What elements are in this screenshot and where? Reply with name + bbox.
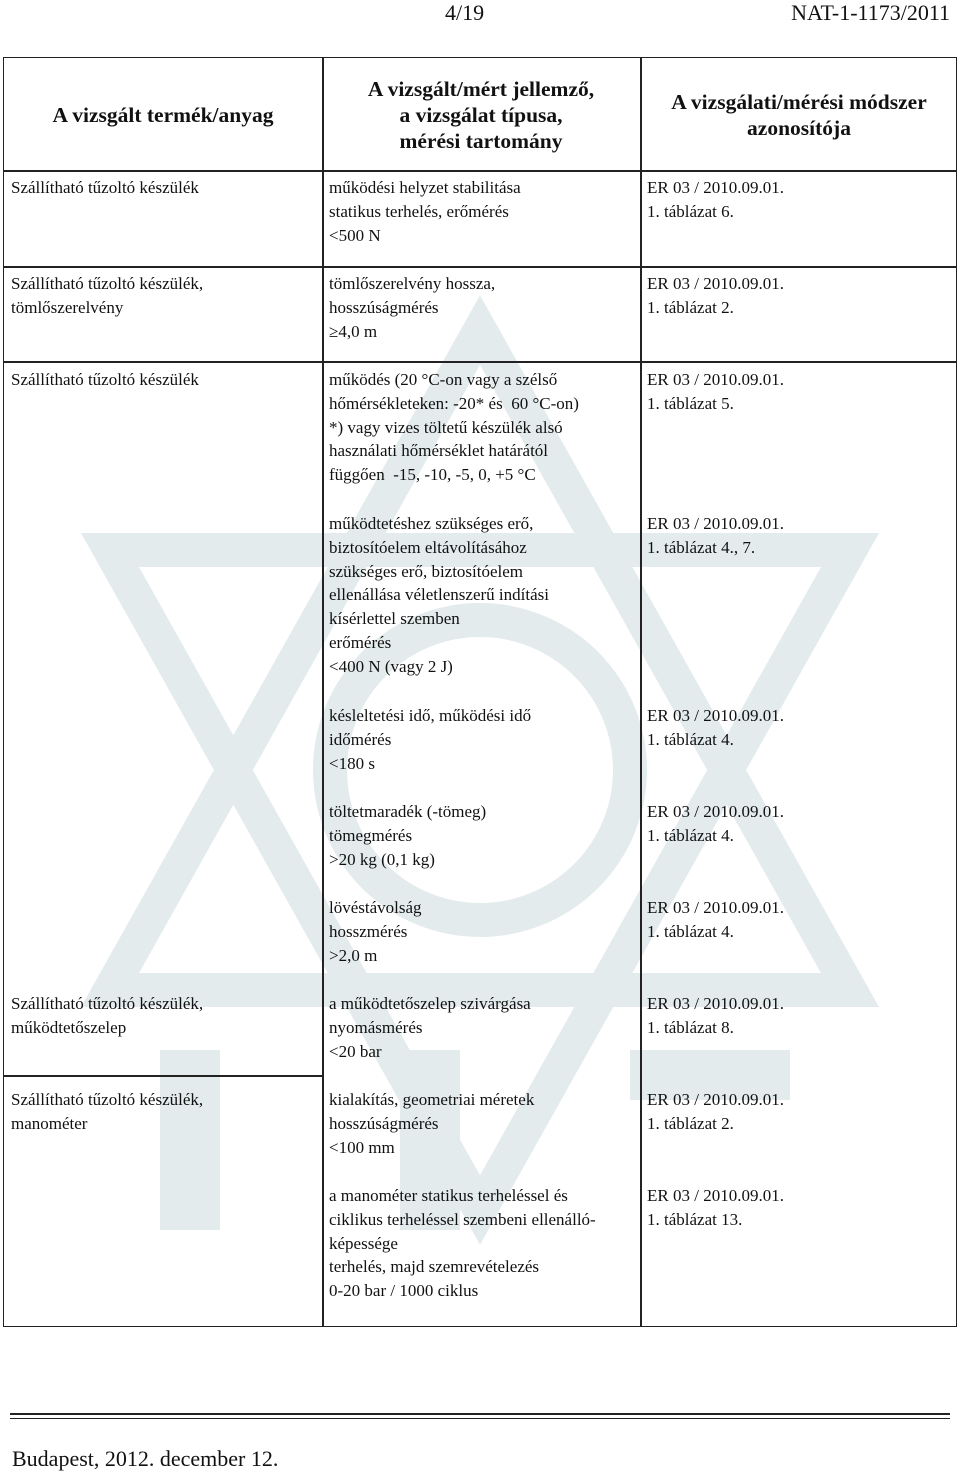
table-cell-product: Szállítható tűzoltó készülék, manométer bbox=[11, 1090, 204, 1133]
column-divider bbox=[640, 58, 642, 1326]
table-cell-method: ER 03 / 2010.09.01. 1. táblázat 2. bbox=[647, 1090, 784, 1133]
table-cell-method: ER 03 / 2010.09.01. 1. táblázat 4., 7. bbox=[647, 514, 784, 557]
table-cell-property: késleltetési idő, működési idő időmérés <180 s bbox=[329, 706, 532, 773]
table-cell-product: Szállítható tűzoltó készülék bbox=[11, 370, 199, 389]
column-divider bbox=[322, 58, 324, 1326]
table-cell-method: ER 03 / 2010.09.01. 1. táblázat 4. bbox=[647, 706, 784, 749]
table-cell-property: töltetmaradék (-tömeg) tömegmérés >20 kg (0,1 kg) bbox=[329, 802, 487, 869]
row-divider bbox=[4, 1075, 322, 1077]
table-cell-method: ER 03 / 2010.09.01. 1. táblázat 4. bbox=[647, 802, 784, 845]
table-cell-property: működés (20 °C-on vagy a szélső hőmérsékleteken: -20* és 60 °C-on) *) vagy vizes töltetű készülék alsó használati hőmérséklet határától függően -15, -10, -5, 0, +5 °C bbox=[329, 370, 579, 485]
table-cell-property: működtetéshez szükséges erő, biztosítóelem eltávolításához szükséges erő, biztosítóelem ellenállása véletlenszerű indítási kísérlettel szemben erőmérés <400 N (vagy 2 J) bbox=[329, 514, 549, 676]
row-divider bbox=[4, 361, 956, 363]
table-cell-product: Szállítható tűzoltó készülék bbox=[11, 178, 199, 197]
table-cell-product: Szállítható tűzoltó készülék, működtetőszelep bbox=[11, 994, 204, 1037]
header-divider bbox=[4, 170, 956, 172]
header-method-line: A vizsgálati/mérési módszer bbox=[671, 90, 927, 114]
document-id: NAT-1-1173/2011 bbox=[791, 0, 950, 25]
header-product: A vizsgált termék/anyag bbox=[52, 103, 274, 127]
table-cell-method: ER 03 / 2010.09.01. 1. táblázat 2. bbox=[647, 274, 784, 317]
header-property bbox=[322, 76, 640, 154]
header-property-line: a vizsgálat típusa, bbox=[399, 103, 563, 127]
table-cell-product: Szállítható tűzoltó készülék, tömlőszerelvény bbox=[11, 274, 204, 317]
row-divider bbox=[4, 266, 956, 268]
table-cell-property: működési helyzet stabilitása statikus terhelés, erőmérés <500 N bbox=[329, 178, 521, 245]
header-property-line: A vizsgált/mért jellemző, bbox=[367, 77, 595, 101]
header-method-line: azonosítója bbox=[747, 116, 851, 140]
table-cell-method: ER 03 / 2010.09.01. 1. táblázat 6. bbox=[647, 178, 784, 221]
table-cell-method: ER 03 / 2010.09.01. 1. táblázat 8. bbox=[647, 994, 784, 1037]
table-cell-property: a manométer statikus terheléssel és ciklikus terheléssel szembeni ellenálló- képessége terhelés, majd szemrevételezés 0-20 bar / 1000 ciklus bbox=[329, 1186, 596, 1301]
table-cell-method: ER 03 / 2010.09.01. 1. táblázat 5. bbox=[647, 370, 784, 413]
footer-rule bbox=[10, 1418, 950, 1419]
header-method bbox=[640, 89, 958, 141]
table-cell-property: lövéstávolság hosszmérés >2,0 m bbox=[329, 898, 422, 965]
footer-date: Budapest, 2012. december 12. bbox=[12, 1446, 279, 1471]
table-cell-property: kialakítás, geometriai méretek hosszúságmérés <100 mm bbox=[329, 1090, 535, 1157]
header-property-line: mérési tartomány bbox=[399, 129, 563, 153]
page-number: 4/19 bbox=[445, 0, 485, 25]
accreditation-table bbox=[3, 57, 957, 1327]
table-cell-method: ER 03 / 2010.09.01. 1. táblázat 13. bbox=[647, 1186, 784, 1229]
table-cell-method: ER 03 / 2010.09.01. 1. táblázat 4. bbox=[647, 898, 784, 941]
table-cell-property: tömlőszerelvény hossza, hosszúságmérés ≥4,0 m bbox=[329, 274, 496, 341]
table-cell-property: a működtetőszelep szivárgása nyomásmérés <20 bar bbox=[329, 994, 531, 1061]
footer-rule bbox=[10, 1413, 950, 1415]
